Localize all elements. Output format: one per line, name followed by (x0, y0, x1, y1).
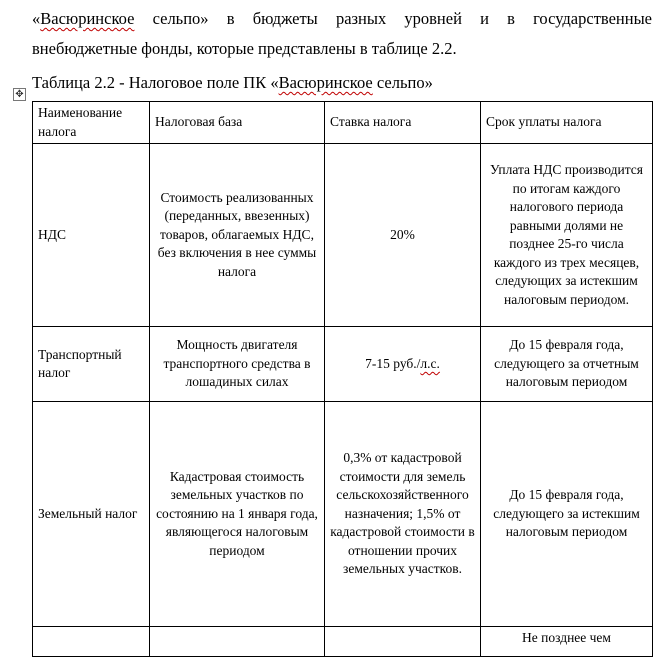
table-row (33, 327, 653, 402)
caption-suffix: сельпо» (372, 73, 433, 92)
table-row (33, 402, 653, 627)
rate-unit: л.с. (420, 355, 440, 371)
cell-deadline: До 15 февраля года, следующего за отчетным налоговым периодом (481, 327, 653, 402)
cell-name: Транспортный налог (33, 327, 150, 402)
rate-value: 7-15 руб./ (365, 355, 421, 371)
intro-line-1 (32, 4, 652, 34)
cell-base: Кадастровая стоимость земельных участков по состоянию на 1 января года, являющегося налоговым периодом (150, 402, 325, 627)
table-caption (32, 68, 433, 98)
header-tax-base: Налоговая база (150, 102, 325, 144)
cell-deadline: Уплата НДС производится по итогам каждого налогового периода равными долями не позднее 25-го числа каждого из трех месяцев, следующих за истекшим налоговым периодом. (481, 144, 653, 327)
cell-base (150, 627, 325, 657)
move-icon[interactable]: ✥ (13, 88, 26, 101)
caption-org-word: Васюринское (278, 73, 373, 92)
cell-deadline: Не позднее чем (481, 627, 653, 657)
cell-name: НДС (33, 144, 150, 327)
tax-table (32, 101, 653, 657)
header-tax-name: Наименование налога (33, 102, 150, 144)
cell-name: Земельный налог (33, 402, 150, 627)
table-header-row (33, 102, 653, 144)
cell-rate: 0,3% от кадастровой стоимости для земель сельскохозяйственного назначения; 1,5% от кадастровой стоимости в отношении прочих земельных участков. (325, 402, 481, 627)
header-tax-rate: Ставка налога (325, 102, 481, 144)
intro-org-word: Васюринское (40, 9, 135, 28)
intro-line-2: внебюджетные фонды, которые представлены в таблице 2.2. (32, 39, 457, 58)
cell-name (33, 627, 150, 657)
caption-prefix: Таблица 2.2 - Налоговое поле ПК « (32, 73, 279, 92)
header-deadline: Срок уплаты налога (481, 102, 653, 144)
table-row (33, 627, 653, 657)
cell-base: Мощность двигателя транспортного средства в лошадиных силах (150, 327, 325, 402)
cell-base: Стоимость реализованных (переданных, ввезенных) товаров, облагаемых НДС, без включения в нее суммы налога (150, 144, 325, 327)
cell-rate (325, 327, 481, 402)
table-row (33, 144, 653, 327)
intro-prefix: « (32, 9, 41, 28)
cell-rate: 20% (325, 144, 481, 327)
intro-rest: сельпо» в бюджеты разных уровней и в государственные (134, 9, 652, 28)
cell-deadline: До 15 февраля года, следующего за истекшим налоговым периодом (481, 402, 653, 627)
cell-rate (325, 627, 481, 657)
